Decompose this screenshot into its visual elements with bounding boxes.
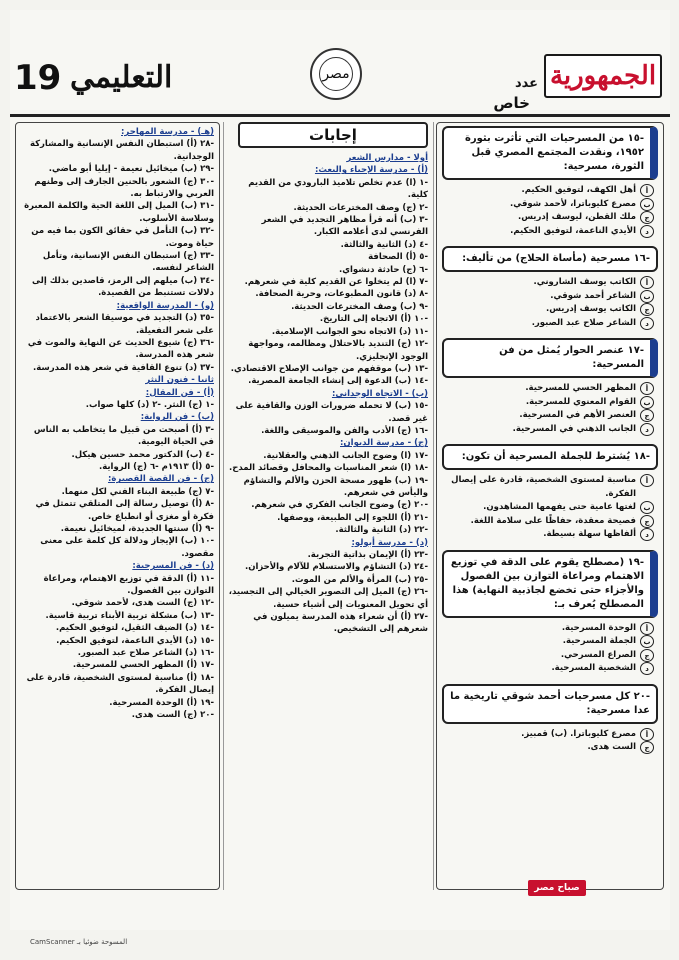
header-rule: [10, 114, 670, 117]
option-label: ج: [640, 515, 654, 528]
question-box: -٢٠ كل مسرحيات أحمد شوقي تاريخية ما عدا مسرحية:: [442, 684, 658, 724]
answer-line: -١٠ (ب) الإيجاز ودلالة كل كلمة على معنى مقصود.: [40, 536, 214, 559]
answer-line: -٢٤ (د) التشاؤم والاستسلام للآلام والأحزان.: [244, 562, 428, 573]
answers-column-middle: [228, 122, 428, 890]
answer-line: -١٦ (د) الشاعر صلاح عبد الصبور.: [77, 648, 214, 659]
answer-line: -٢١ (أ) اللجوء إلى الطبيعة، ووصفها.: [277, 512, 428, 523]
answer-line: -١٣ (ب) موقفهم من جوانب الإصلاح الاقتصادي.: [230, 363, 428, 374]
answer-line: -٥ (أ) الصحافة: [368, 252, 428, 263]
option-text: الشاعر صلاح عبد الصبور.: [531, 317, 636, 328]
options-list: [442, 472, 658, 544]
option-text: مناسبة لمستوى الشخصية، قادرة على إيصال الفكرة.: [451, 475, 636, 499]
answer-subheading: (د) - مدرسة أبولو:: [351, 537, 428, 548]
option-item: [442, 211, 658, 225]
answer-line: -٧ (ج) طبيعة البناء الفني لكل منهما.: [61, 486, 214, 497]
option-label: أ: [640, 382, 654, 395]
option-item: [442, 382, 658, 396]
option-label: ج: [640, 741, 654, 754]
answer-line: -١٠ (أ) الاتجاه إلى التاريخ.: [319, 314, 428, 325]
answer-line: -٩ (أ) سنتها الجديدة، لميخائيل نعيمة.: [60, 524, 214, 534]
option-label: د: [640, 423, 654, 436]
answer-line: -١ (ا) عدم تخلص تلاميذ البارودي من القديم كلية.: [248, 177, 428, 201]
seal-text: مصر: [319, 57, 353, 91]
answers-list-middle: [228, 152, 428, 636]
answer-line: -٢٠ (ج) وضوح الجانب الفكري في شعرهم.: [251, 500, 428, 511]
answer-line: -٢٧ (أ) أن شعراء هذه المدرسة يميلون في شعرهم إلى التشخيص.: [253, 612, 428, 635]
answer-line: -١٨ (ا) شعر المناسبات والمحافل وقصائد المدح.: [229, 463, 428, 474]
answer-line: -١٧ (أ) المظهر الحسي للمسرحية.: [72, 660, 214, 671]
answer-line: -٧ (ا) لم يتخلوا عن القديم كلية في شعرهم.: [244, 277, 428, 288]
option-item: [442, 622, 658, 636]
option-item: [442, 515, 658, 529]
question-box: -١٧ عنصر الحوار يُمثل من فن المسرحية:: [442, 338, 658, 378]
answer-line: -٢ (ج) وصف المخترعات الحديثة.: [293, 202, 428, 213]
answer-line: -٩ (ب) وصف المخترعات الحديثة.: [291, 301, 428, 312]
options-list: [442, 182, 658, 240]
answer-line: -٣٠ (ج) الشعور بالحنين الجارف إلى وطنهم العربي والارتباط به.: [34, 176, 214, 200]
answer-line: -١٤ (د) الضيف الثقيل، لتوفيق الحكيم.: [55, 623, 214, 634]
option-label: ب: [640, 290, 654, 303]
option-item: [442, 290, 658, 304]
answer-line: -٣٤ (ب) ميلهم إلى الرمز، قاصدين بذلك إلى دلالات تستنبط من القصيدة.: [32, 275, 214, 299]
answer-line: -٣٣ (ج) استبطان النفس الإنسانية، وتأمل الشاعر لنفسه.: [42, 251, 214, 274]
answer-line: -٦ (ج) حادثة دنشواي.: [339, 264, 428, 275]
option-text: القوام المعنوي للمسرحية.: [525, 396, 636, 407]
section-title: التعليمي: [70, 60, 173, 95]
option-item: [442, 728, 658, 742]
question-box: -١٦ مسرحية (مأساة الحلاج) من تأليف:: [442, 246, 658, 272]
option-text: المظهر الحسي للمسرحية.: [525, 383, 636, 393]
option-text: الكاتب يوسف إدريس.: [546, 304, 636, 314]
answer-subheading: (ج) - مدرسة الديوان:: [340, 438, 428, 449]
option-item: [442, 198, 658, 212]
options-list: [442, 380, 658, 438]
answer-subheading: (د) - فن المسرحية:: [132, 561, 214, 572]
option-item: [442, 474, 658, 501]
answer-line: -٢٣ (أ) الإيمان بذاتية التجربة.: [307, 550, 428, 560]
answers-title: إجابات: [238, 122, 428, 148]
answer-line: -٢٢ (د) الثانية والثالثة.: [335, 525, 428, 536]
answer-subheading: (ب) - فن الرواية:: [140, 412, 214, 423]
option-label: أ: [640, 184, 654, 197]
answer-line: -٣٢ (ب) التأمل في حقائق الكون بما فيه من حياة وموت.: [31, 226, 214, 249]
option-item: [442, 741, 658, 755]
newspaper-page: [10, 10, 670, 930]
option-text: ملك القطن، ليوسف إدريس.: [518, 212, 636, 222]
answer-subheading: (أ) - فن المقال:: [145, 387, 214, 398]
option-label: د: [640, 317, 654, 330]
answer-subheading: (أ) - مدرسة الإحياء والبعث:: [314, 165, 428, 176]
option-item: [442, 225, 658, 239]
answer-line: -١ (ج) النثر. -٢ (د) كلها صواب.: [85, 399, 214, 410]
options-list: [442, 620, 658, 678]
answers-frame-left: [15, 122, 220, 890]
option-label: أ: [640, 728, 654, 741]
options-list: [442, 274, 658, 332]
option-item: [442, 276, 658, 290]
answer-line: -٣ (ب) أنه قرأ مظاهر التجديد في الشعر الفرنسي لدى أعلامه الكبار.: [261, 215, 428, 238]
option-label: ج: [640, 303, 654, 316]
option-item: [442, 317, 658, 331]
answer-line: -٢٩ (ب) ميخائيل نعيمة - إيليا أبو ماضي.: [48, 164, 214, 175]
option-text: الشاعر أحمد شوقي.: [550, 290, 636, 301]
option-text: الست هدى.: [587, 742, 636, 752]
option-label: أ: [640, 276, 654, 289]
option-label: أ: [640, 622, 654, 635]
answer-line: -١١ (د) الاتجاه نحو الجوانب الإسلامية.: [271, 326, 428, 337]
option-text: الأيدي الناعمة، لتوفيق الحكيم.: [510, 225, 636, 236]
answer-line: -١٥ (د) الأيدي الناعمة، لتوفيق الحكيم.: [56, 635, 214, 646]
question-box: -١٨ يُشترط للجملة المسرحية أن تكون:: [442, 444, 658, 470]
option-text: لغتها عامية حتى يفهمها المشاهدون.: [483, 502, 636, 512]
answer-line: -١٤ (ب) الدعوة إلى إنشاء الجامعة المصرية.: [248, 376, 428, 387]
option-label: ج: [640, 649, 654, 662]
answer-line: -١٥ (ب) لا تحمله ضرورات الوزن والقافية على غير قصد.: [235, 401, 428, 424]
answer-line: -٨ (أ) توصيل رسالة إلى المتلقي تتمثل في فكرة أو مغزى أو انطباع خاص.: [35, 499, 214, 522]
scanner-footer: المسوحة ضوئيا بـ CamScanner: [30, 938, 128, 946]
answer-line: -٢٠ (ج) الست هدى.: [131, 710, 214, 721]
option-text: مصرع كليوباترا، لأحمد شوقي.: [510, 198, 636, 209]
option-text: أهل الكهف، لتوفيق الحكيم.: [521, 185, 636, 195]
answer-line: -١٨ (أ) مناسبة لمستوى الشخصية، قادرة على إيصال الفكرة.: [26, 672, 214, 696]
option-item: [442, 423, 658, 437]
answer-subheading: أولا - مدارس الشعر: [346, 153, 428, 163]
answer-line: -٤ (ب) الدكتور محمد حسين هيكل.: [71, 449, 214, 460]
answers-column-left: [15, 122, 220, 890]
option-label: د: [640, 528, 654, 541]
answer-line: -٣١ (ب) الميل إلى اللغة الحية والكلمة المعبرة وسلاسة الأسلوب.: [24, 201, 214, 224]
option-text: ألفاظها سهلة بسيطة.: [543, 529, 636, 539]
answer-subheading: (ب) - الاتجاه الوجداني:: [331, 388, 428, 399]
option-label: د: [640, 225, 654, 238]
answer-subheading: (و) - المدرسة الواقعية:: [116, 300, 214, 311]
answer-line: -٢٦ (ج) الميل إلى التصوير الخيالي إلى التجسيد، أي تحويل المعنويات إلى أشياء حسية.: [228, 587, 428, 610]
answer-subheading: ثانيا - فنون النثر: [145, 375, 214, 386]
option-text: الصراع المسرحي.: [560, 649, 636, 660]
answer-line: -٣٦ (ج) شيوع الحديث عن النهاية والموت في شعر هذه المدرسة.: [27, 337, 214, 361]
option-item: [442, 409, 658, 423]
option-item: [442, 303, 658, 317]
answer-line: -١٢ (ج) الست هدى، لأحمد شوقي.: [71, 598, 214, 609]
option-label: ب: [640, 396, 654, 409]
answer-line: -٨ (د) قانون المطبوعات، وحرية الصحافة.: [255, 289, 428, 300]
answer-line: -٤ (د) الثانية والثالثة.: [340, 239, 428, 250]
special-label: خاص: [493, 94, 530, 112]
option-item: [442, 528, 658, 542]
option-text: الشخصية المسرحية.: [551, 663, 636, 673]
option-label: ب: [640, 501, 654, 514]
issue-label: عدد: [514, 76, 538, 91]
option-text: فصيحة معقدة، حفاظًا على سلامة اللغة.: [470, 515, 636, 526]
column-divider: [433, 122, 434, 890]
questions-frame: [436, 122, 664, 890]
answer-line: -٢٨ (أ) استبطان النفس الإنسانية والمشاركة الوجدانية.: [29, 139, 214, 162]
questions-column: [436, 122, 664, 890]
answer-subheading: (هـ) - مدرسة المهاجر:: [121, 127, 214, 137]
answer-line: -٥ (أ) ١٩١٣م -٦ (ج) الرواية.: [98, 461, 214, 472]
option-item: [442, 184, 658, 198]
newspaper-logo: الجمهورية: [544, 54, 662, 98]
option-text: الوحدة المسرحية.: [561, 622, 636, 633]
option-label: أ: [640, 474, 654, 487]
option-text: الكاتب يوسف الشاروني.: [533, 277, 636, 287]
answer-line: -١٢ (ج) التنديد بالاحتلال ومظالمه، ومواجهة الوجود الإنجليزي.: [248, 339, 428, 362]
option-item: [442, 501, 658, 515]
answer-line: -١٣ (ب) مشكلة تربية الأبناء تربية قاسية.: [45, 610, 214, 621]
answer-line: -٣٧ (د) تنوع القافية في شعر هذه المدرسة.: [33, 362, 214, 373]
option-label: ج: [640, 211, 654, 224]
option-text: مصرع كليوباترا. (ب) قمبيز.: [521, 728, 636, 739]
option-item: [442, 662, 658, 676]
answer-line: -١٩ (ب) ظهور مسحة الحزن والألم والتشاؤم واليأس في شعرهم.: [243, 475, 428, 498]
watermark-stamp: صباح مصر: [528, 880, 586, 896]
answer-line: -١٧ (ا) وضوح الجانب الذهني والعقلانية.: [263, 450, 428, 461]
option-label: ج: [640, 409, 654, 422]
option-label: ب: [640, 635, 654, 648]
page-number: 19: [14, 58, 62, 98]
option-item: [442, 396, 658, 410]
answer-line: -٣٥ (د) التجديد في موسيقا الشعر بالاعتماد على شعر التفعيلة.: [35, 313, 214, 336]
answer-line: -١١ (أ) الدقة في توزيع الاهتمام، ومراعاة التوازن بين الفصول.: [43, 573, 214, 597]
ministry-seal-icon: [310, 48, 362, 100]
answer-line: -٢٥ (ب) المرأة والألم من الموت.: [291, 574, 428, 585]
options-list: [442, 726, 658, 757]
question-box: -١٥ من المسرحيات التي تأثرت بثورة ١٩٥٢، ونقدت المجتمع المصري قبل الثورة، مسرحية:: [442, 126, 658, 180]
answer-line: -٣ (أ) أصبحت من قبيل ما يتخاطب به الناس في الحياة اليومية.: [33, 424, 214, 448]
option-text: الجانب الذهني في المسرحية.: [512, 423, 636, 434]
option-item: [442, 649, 658, 663]
column-divider: [223, 122, 224, 890]
option-text: الجملة المسرحية.: [562, 636, 636, 646]
option-item: [442, 635, 658, 649]
answer-line: -١٦ (ج) الأدب والفن والموسيقى واللغة.: [261, 425, 428, 436]
option-text: العنصر الأهم في المسرحية.: [519, 410, 636, 420]
answer-line: -١٩ (أ) الوحدة المسرحية.: [109, 697, 214, 708]
option-label: د: [640, 662, 654, 675]
answer-subheading: (ج) - فن القصة القصيرة:: [107, 474, 214, 485]
question-box: -١٩ (مصطلح يقوم على الدقة في توزيع الاهتمام ومراعاة التوازن بين الفصول والأجزاء حتى تخضع لجاذبية النهاية) هذا المصطلح يُعرف بـ:: [442, 550, 658, 618]
option-label: ب: [640, 198, 654, 211]
page-header: [10, 46, 670, 112]
